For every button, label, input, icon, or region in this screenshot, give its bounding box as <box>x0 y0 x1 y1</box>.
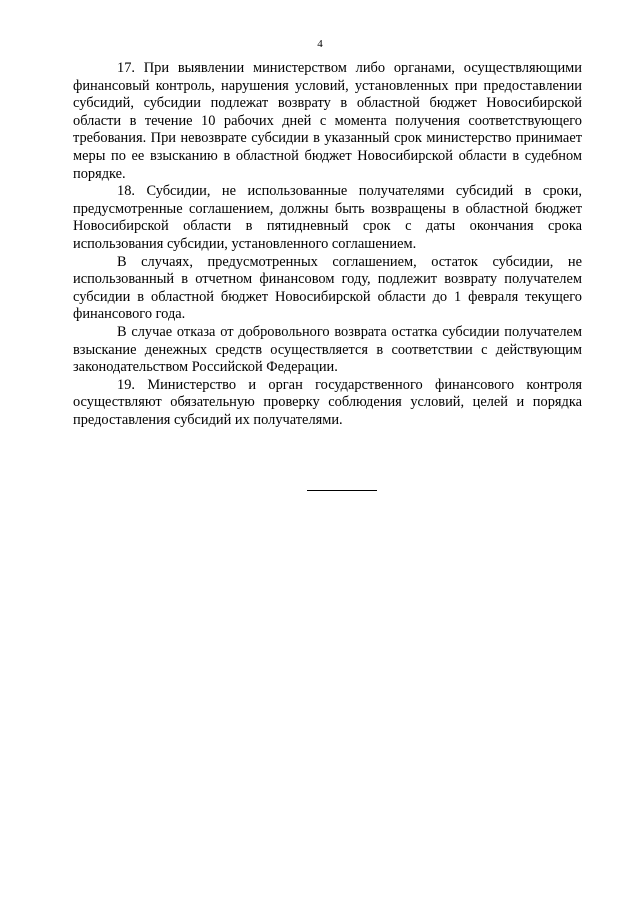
end-separator-line <box>307 490 377 491</box>
paragraph-18-remainder: В случаях, предусмотренных соглашением, остаток субсидии, не использованный в отчетном финансовом году, подлежит возврату получателем субсидии в областной бюджет Новосибирской области до 1 февраля текущего финансового года. <box>73 253 582 323</box>
document-body <box>73 60 582 429</box>
paragraph-18-refusal: В случае отказа от добровольного возврата остатка субсидии получателем взыскание денежных средств осуществляется в соответствии с действующим законодательством Российской Федерации. <box>73 323 582 376</box>
paragraph-19: 19. Министерство и орган государственного финансового контроля осуществляют обязательную проверку соблюдения условий, целей и порядка предоставления субсидий их получателями. <box>73 376 582 428</box>
paragraph-17: 17. При выявлении министерством либо органами, осуществляющими финансовый контроль, нарушения условий, установленных при предоставлении субсидий, субсидии подлежат возврату в областной бюджет Новосибирской области в течение 10 рабочих дней с момента получения соответствующего требования. При невозврате субсидии в указанный срок министерство принимает меры по ее взысканию в областной бюджет Новосибирской области в судебном порядке. <box>73 60 582 182</box>
paragraph-18: 18. Субсидии, не использованные получателями субсидий в сроки, предусмотренные соглашением, должны быть возвращены в областной бюджет Новосибирской области в пятидневный срок с даты окончания срока использования субсидии, установленного соглашением. <box>73 183 582 252</box>
page-number: 4 <box>317 38 323 50</box>
